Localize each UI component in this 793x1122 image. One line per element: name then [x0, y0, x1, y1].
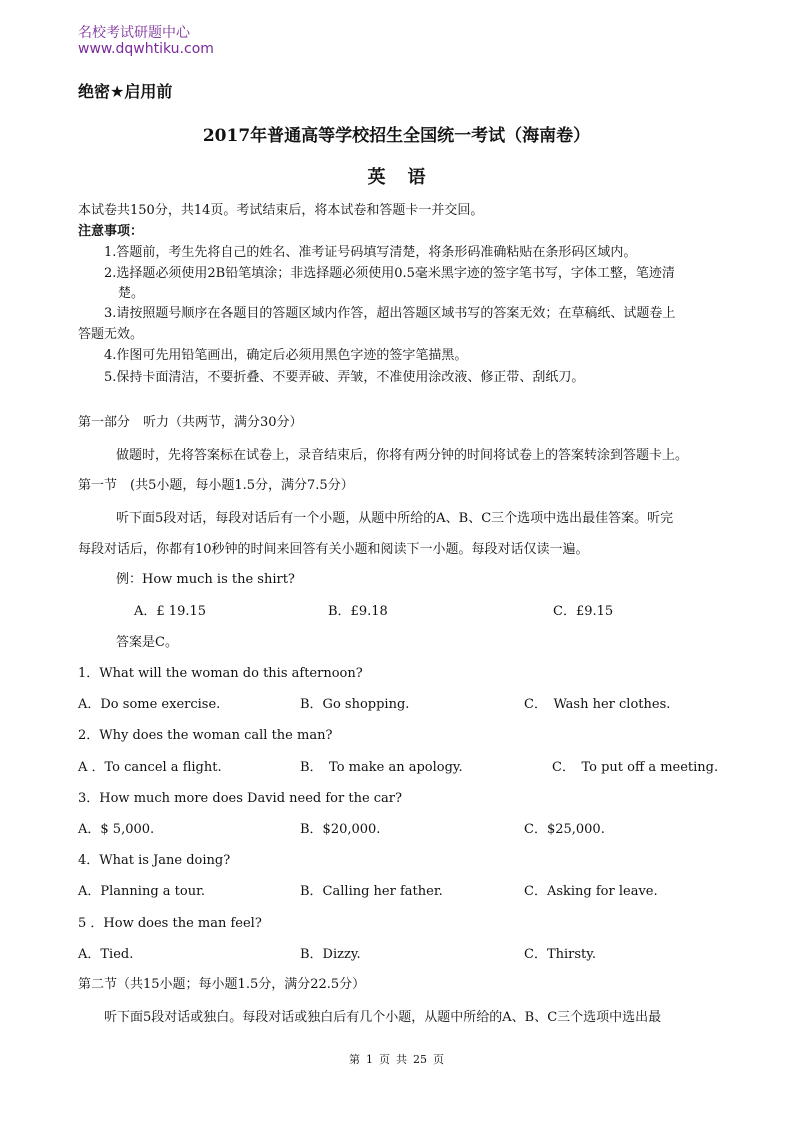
intro-text: 本试卷共150分，共14页。考试结束后，将本试卷和答题卡一并交回。	[78, 203, 484, 218]
q4-option-a: A．Planning a tour.	[78, 884, 205, 899]
example-answer: 答案是C。	[116, 635, 178, 650]
q3-option-c: C．$25,000.	[524, 822, 605, 837]
footer-page-word: 页	[379, 1053, 390, 1066]
q2-option-c: C． To put off a meeting.	[552, 760, 719, 775]
q4-option-b: B．Calling her father.	[300, 884, 443, 899]
note-2-line-2: 楚。	[118, 286, 145, 301]
q5-option-b: B．Dizzy.	[300, 947, 361, 962]
note-1: 1.答题前，考生先将自己的姓名、准考证号码填写清楚，将条形码准确粘贴在条形码区域内。	[104, 245, 637, 260]
question-4: 4．What is Jane doing?	[78, 853, 231, 868]
notes-heading: 注意事项：	[78, 224, 144, 239]
q1-option-b: B．Go shopping.	[300, 697, 410, 712]
q5-option-c: C．Thirsty.	[524, 947, 597, 962]
footer-total-prefix: 共	[396, 1053, 407, 1066]
question-5: 5 ．How does the man feel?	[78, 916, 262, 931]
note-3-line-2: 答题无效。	[78, 327, 144, 342]
q5-option-a: A．Tied.	[78, 947, 134, 962]
footer-total-pages: 25	[413, 1053, 427, 1066]
section2-desc: 听下面5段对话或独白。每段对话或独白后有几个小题，从题中所给的A、B、C三个选项中选出最	[104, 1010, 662, 1025]
part1-instruction: 做题时，先将答案标在试卷上，录音结束后，你将有两分钟的时间将试卷上的答案转涂到答题卡上。	[116, 448, 689, 463]
note-2-line-1: 2.选择题必须使用2B铅笔填涂；非选择题必须使用0.5毫米黑字迹的签字笔书写，字体工整，笔迹清	[104, 266, 675, 281]
section2-title: 第二节（共15小题；每小题1.5分，满分22.5分）	[78, 977, 366, 992]
q2-option-b: B． To make an apology.	[300, 760, 463, 775]
question-2: 2．Why does the woman call the man?	[78, 728, 333, 743]
note-4: 4.作图可先用铅笔画出，确定后必须用黑色字迹的签字笔描黑。	[104, 348, 468, 363]
question-1: 1．What will the woman do this afternoon?	[78, 666, 363, 681]
example-option-c: C．£9.15	[553, 604, 614, 619]
exam-title: 2017年普通高等学校招生全国统一考试（海南卷）	[202, 126, 591, 146]
question-3: 3．How much more does David need for the car?	[78, 791, 402, 806]
subject-char-1: 英	[367, 167, 386, 188]
q2-option-a: A ．To cancel a flight.	[78, 760, 222, 775]
section1-title: 第一节 (共5小题，每小题1.5分，满分7.5分）	[78, 478, 354, 493]
subject-char-2: 语	[407, 167, 426, 188]
q3-option-a: A．$ 5,000.	[78, 822, 155, 837]
watermark-url: www.dqwhtiku.com	[78, 41, 214, 57]
q4-option-c: C．Asking for leave.	[524, 884, 658, 899]
example-option-b: B．£9.18	[328, 604, 388, 619]
part1-title: 第一部分 听力（共两节，满分30分）	[78, 415, 303, 430]
watermark-name: 名校考试研题中心	[78, 25, 190, 41]
page-footer	[0, 1051, 793, 1067]
example-question: 例：How much is the shirt?	[116, 572, 295, 587]
example-option-a: A．£ 19.15	[134, 604, 207, 619]
section1-desc-line-1: 听下面5段对话，每段对话后有一个小题，从题中所给的A、B、C三个选项中选出最佳答案。听完	[116, 511, 674, 526]
footer-page-number: 1	[366, 1053, 373, 1066]
section1-desc-line-2: 每段对话后，你都有10秒钟的时间来回答有关小题和阅读下一小题。每段对话仅读一遍。	[78, 542, 589, 557]
q1-option-c: C． Wash her clothes.	[524, 697, 671, 712]
note-3-line-1: 3.请按照题号顺序在各题目的答题区域内作答，超出答题区域书写的答案无效；在草稿纸、试题卷上	[104, 306, 676, 321]
q1-option-a: A．Do some exercise.	[78, 697, 221, 712]
secret-label: 绝密★启用前	[78, 82, 173, 101]
footer-total-word: 页	[433, 1053, 444, 1066]
subject-title	[0, 163, 793, 189]
footer-prefix: 第	[349, 1053, 360, 1066]
q3-option-b: B．$20,000.	[300, 822, 381, 837]
note-5: 5.保持卡面清洁，不要折叠、不要弄破、弄皱，不准使用涂改液、修正带、刮纸刀。	[104, 370, 585, 385]
